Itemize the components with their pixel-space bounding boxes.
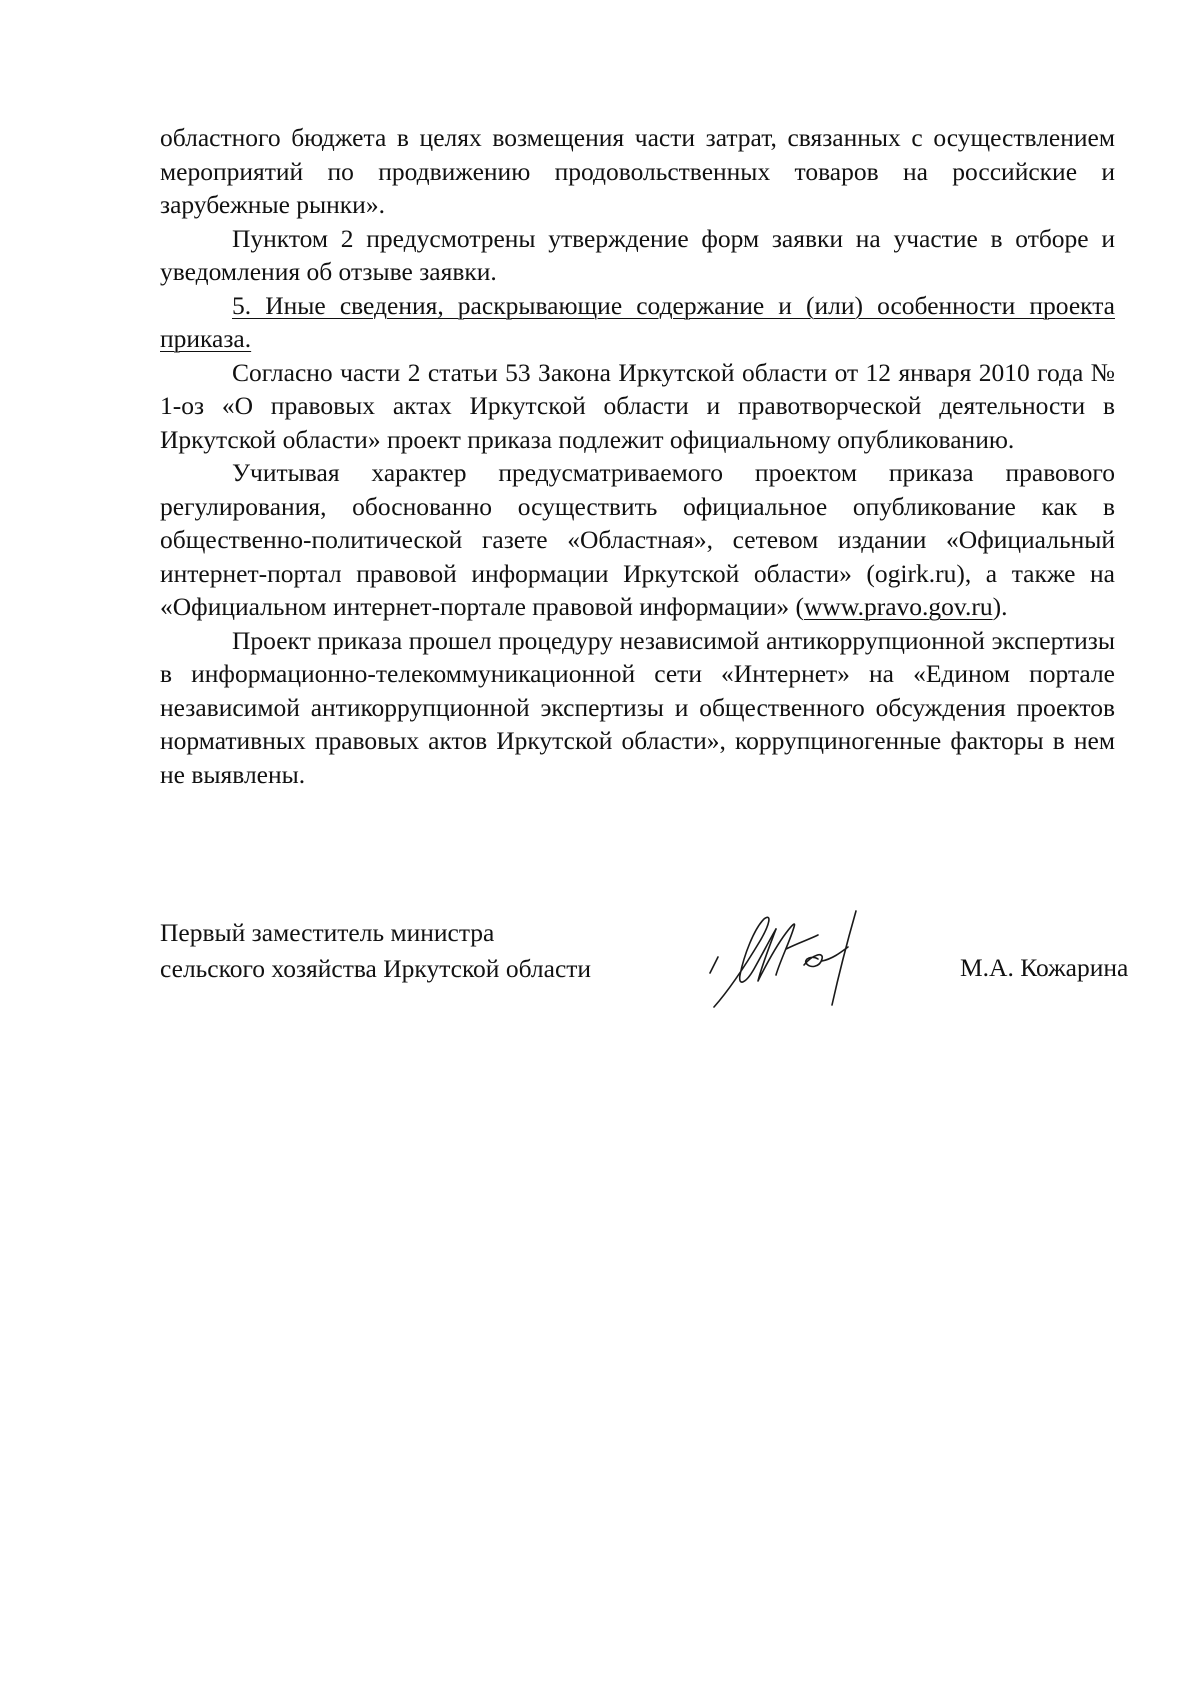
paragraph-forms: Пунктом 2 предусмотрены утверждение форм заявки на участие в отборе и уведомления об отзыве заявки. xyxy=(160,223,1115,286)
signatory-name: М.А. Кожарина xyxy=(960,953,1129,982)
publication-text-end: ). xyxy=(992,592,1008,621)
position-line-1: Первый заместитель министра xyxy=(160,918,495,947)
section-heading-text: 5. Иные сведения, раскрывающие содержание и (или) особенности проекта приказа. xyxy=(160,290,1115,353)
document-body xyxy=(160,121,1115,791)
section-heading xyxy=(160,289,1115,356)
publication-text: Учитывая характер предусматриваемого проектом приказа правового регулирования, обоснованно осуществить официальное опубликование как в общественно-политической газете «Областная», сетевом издании «Официальный интернет-портал правовой информации Иркутской области» (ogirk.ru), а также на «Официальном интернет-портале правовой информации» ( xyxy=(160,458,1115,621)
paragraph-continuation: областного бюджета в целях возмещения части затрат, связанных с осуществлением мероприятий по продвижению продовольственных товаров на российские и зарубежные рынки». xyxy=(160,123,1115,219)
paragraph-anticorruption: Проект приказа прошел процедуру независимой антикоррупционной экспертизы в информационно-телекоммуникационной сети «Интернет» на «Едином портале независимой антикоррупционной экспертизы и общественного обсуждения проектов нормативных правовых актов Иркутской области», коррупциногенные факторы в нем не выявлены. xyxy=(160,625,1115,789)
pravo-gov-link[interactable]: www.pravo.gov.ru xyxy=(804,592,993,621)
signatory-position xyxy=(160,915,591,987)
handwritten-signature xyxy=(700,889,880,1009)
paragraph-publication xyxy=(160,456,1115,624)
paragraph-law-reference: Согласно части 2 статьи 53 Закона Иркутской области от 12 января 2010 года № 1-оз «О правовых актах Иркутской области и правотворческой деятельности в Иркутской области» проект приказа подлежит официальному опубликованию. xyxy=(160,357,1115,454)
signature-block xyxy=(160,915,1170,1035)
position-line-2: сельского хозяйства Иркутской области xyxy=(160,954,592,983)
